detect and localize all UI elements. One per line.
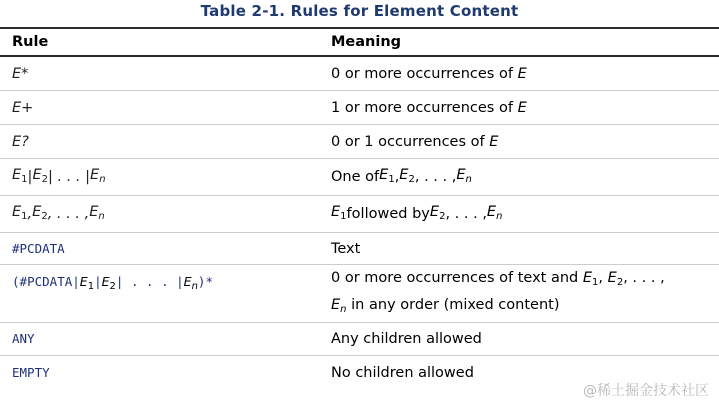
meaning-cell (331, 265, 711, 322)
table-row (0, 91, 719, 125)
meaning-cell (331, 91, 711, 124)
meaning-text: 0 or more occurrences of (331, 65, 518, 82)
meaning-cell: No children allowed (331, 364, 474, 381)
table-header-row (0, 27, 719, 57)
meaning-cell: Text (331, 240, 361, 257)
rule-cell: #PCDATA (12, 240, 65, 256)
meaning-cell: One of $E_1$ , $E_2$ , . . . , $E_n$ (331, 166, 472, 185)
table-row (0, 196, 719, 233)
meaning-text: 0 or 1 occurrences of (331, 133, 490, 150)
header-meaning: Meaning (331, 34, 402, 50)
watermark: @稀土掘金技术社区 (583, 383, 709, 399)
meaning-cell: $E_1$ followed by $E_2$ , . . . , $E_n$ (331, 203, 503, 222)
meaning-line-1: 0 or more occurrences of text and $E_1$, $E_2$, . . . , (331, 269, 665, 288)
rule-cell: E* (12, 65, 29, 82)
meaning-cell (331, 57, 711, 90)
meaning-cell (331, 125, 711, 158)
rule-cell: EMPTY (12, 364, 50, 380)
table-row (0, 57, 719, 91)
table-row (0, 265, 719, 323)
rule-cell: E? (12, 133, 29, 150)
meaning-line-2: $E_n$ in any order (mixed content) (331, 296, 560, 315)
rule-cell: $E_1$ , $E_2$ , . . . , $E_n$ (12, 203, 105, 222)
table-row (0, 159, 719, 196)
meaning-var: E (517, 65, 527, 82)
rule-cell: E+ (12, 99, 34, 116)
header-rule: Rule (12, 34, 49, 50)
meaning-text: 1 or more occurrences of (331, 99, 518, 116)
meaning-var: E (517, 99, 527, 116)
table-row (0, 125, 719, 159)
rule-cell: $E_1$ | $E_2$ | . . . | $E_n$ (12, 166, 106, 185)
table-title: Table 2-1. Rules for Element Content (200, 2, 519, 20)
meaning-var: E (489, 133, 499, 150)
table-row (0, 323, 719, 356)
rule-cell: ANY (12, 331, 35, 346)
rule-cell: (#PCDATA| $E_1$ | $E_2$ | . . . | $E_n$ )* (12, 274, 213, 292)
table-row (0, 233, 719, 265)
meaning-cell: Any children allowed (331, 331, 482, 347)
rules-table (0, 27, 719, 389)
